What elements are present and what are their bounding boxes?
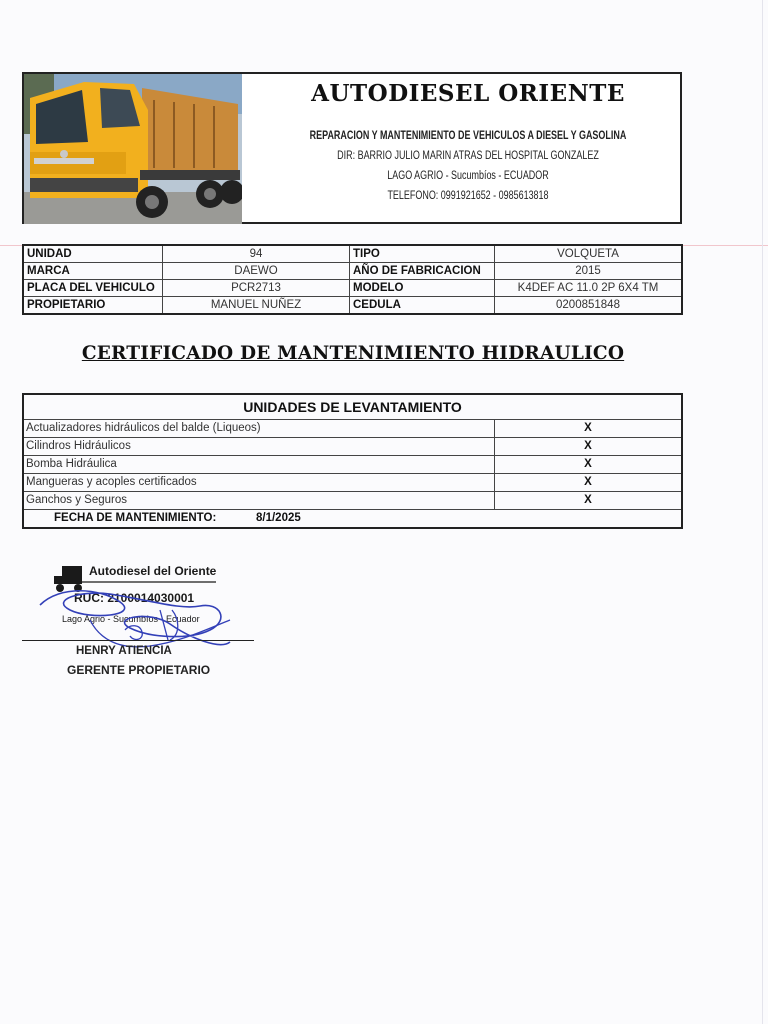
- signatory-role: GERENTE PROPIETARIO: [67, 663, 211, 677]
- table-header-row: [23, 394, 682, 420]
- vehicle-value: 2015: [495, 263, 683, 280]
- table-row: [23, 420, 682, 438]
- date-label: FECHA DE MANTENIMIENTO:: [54, 512, 217, 524]
- table-row: [23, 280, 682, 297]
- item-name: Mangueras y acoples certificados: [23, 474, 495, 492]
- maintenance-date: [23, 510, 682, 529]
- section-header: UNIDADES DE LEVANTAMIENTO: [23, 394, 682, 420]
- vehicle-value: PCR2713: [163, 280, 350, 297]
- vehicle-value: 0200851848: [495, 297, 683, 315]
- item-name: Bomba Hidráulica: [23, 456, 495, 474]
- vehicle-value: VOLQUETA: [495, 245, 683, 263]
- table-row: [23, 438, 682, 456]
- table-row: [23, 245, 682, 263]
- check-mark: X: [495, 474, 683, 492]
- stamp-ruc: RUC: 2100014030001: [74, 591, 195, 605]
- vehicle-label: TIPO: [350, 245, 495, 263]
- vehicle-label: MODELO: [350, 280, 495, 297]
- company-name: AUTODIESEL ORIENTE: [311, 80, 625, 107]
- vehicle-label: PLACA DEL VEHICULO: [23, 280, 163, 297]
- vehicle-value: DAEWO: [163, 263, 350, 280]
- item-name: Cilindros Hidráulicos: [23, 438, 495, 456]
- company-header: [22, 72, 682, 224]
- item-name: Ganchos y Seguros: [23, 492, 495, 510]
- company-address: DIR: BARRIO JULIO MARIN ATRAS DEL HOSPITAL GONZALEZ: [337, 150, 599, 162]
- table-row: [23, 263, 682, 280]
- vehicle-label: PROPIETARIO: [23, 297, 163, 315]
- date-value: 8/1/2025: [256, 512, 301, 524]
- vehicle-label: MARCA: [23, 263, 163, 280]
- vehicle-label: AÑO DE FABRICACION: [350, 263, 495, 280]
- certificate-title: CERTIFICADO DE MANTENIMIENTO HIDRAULICO: [81, 343, 625, 364]
- truck-photo: [24, 74, 242, 224]
- stamp-city: Lago Agrio - Sucumbíos - Ecuador: [62, 614, 200, 624]
- table-row: [23, 456, 682, 474]
- stamp-company-name: Autodiesel del Oriente: [89, 564, 217, 578]
- vehicle-label: UNIDAD: [23, 245, 163, 263]
- hydraulic-units-table: [22, 393, 683, 529]
- date-row: [23, 510, 682, 529]
- vehicle-value: 94: [163, 245, 350, 263]
- company-city: LAGO AGRIO - Sucumbíos - ECUADOR: [387, 170, 549, 182]
- check-mark: X: [495, 456, 683, 474]
- vehicle-label: CEDULA: [350, 297, 495, 315]
- check-mark: X: [495, 420, 683, 438]
- check-mark: X: [495, 492, 683, 510]
- vehicle-info-table: [22, 244, 683, 315]
- table-row: [23, 297, 682, 315]
- vehicle-value: K4DEF AC 11.0 2P 6X4 TM: [495, 280, 683, 297]
- signatory-name: HENRY ATIENCIA: [76, 645, 172, 657]
- page-edge-line: [762, 0, 763, 1024]
- check-mark: X: [495, 438, 683, 456]
- signature-line: [22, 640, 254, 641]
- item-name: Actualizadores hidráulicos del balde (Liqueos): [23, 420, 495, 438]
- table-row: [23, 492, 682, 510]
- company-phone: TELEFONO: 0991921652 - 0985613818: [387, 190, 549, 202]
- table-row: [23, 474, 682, 492]
- vehicle-value: MANUEL NUÑEZ: [163, 297, 350, 315]
- company-services: REPARACION Y MANTENIMIENTO DE VEHICULOS A DIESEL Y GASOLINA: [309, 130, 627, 142]
